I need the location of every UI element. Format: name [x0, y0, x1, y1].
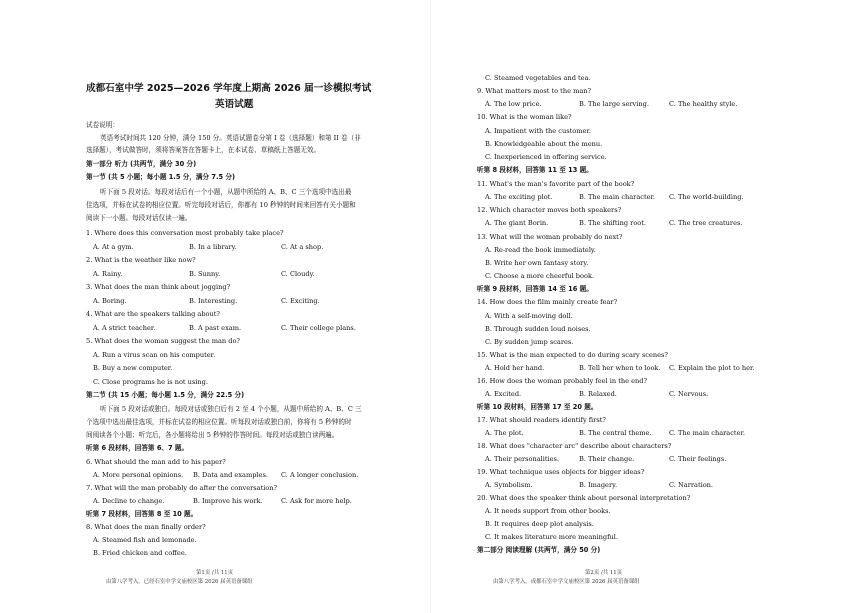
question-15: 15. What is the man expected to do during scary scenes? [477, 351, 668, 359]
question-7: 7. What will the man probably do after the conversation? [86, 484, 278, 492]
left-footer-note: 由第八学考入。已经石室中学文庙校区第 2026 届英语备课组 [106, 579, 253, 585]
q1-option-b: B. In a library. [189, 243, 237, 251]
q3-option-b: B. Interesting. [189, 297, 238, 305]
q18-option-a: A. Their personalities. [485, 455, 560, 463]
question-10: 10. What is the woman like? [477, 113, 572, 121]
right-footer-note: 由第八学考入。成都石室中学文庙校区第 2026 届英语备课组 [493, 579, 640, 585]
q19-option-a: A. Symbolism. [485, 481, 533, 489]
q11-option-b: B. The main character. [579, 193, 656, 201]
section2-intro-3: 间阅读各个小题；听完后，各小题将给出 5 秒钟的作答时间。每段对话或独白读两遍。 [86, 431, 339, 439]
page-fold [430, 0, 431, 613]
q13-option-a: A. Re-read the book immediately. [485, 246, 596, 254]
section2-intro-2: 个选项中选出最佳选项，并标在试卷的相应位置。听每段对话或独白前，你将有 5 秒钟的时 [86, 418, 352, 426]
q7-option-c: C. Ask for more help. [281, 497, 352, 505]
q2-option-a: A. Rainy. [93, 270, 123, 278]
section1-intro-1: 听下面 5 段对话。每段对话后有一个小题，从题中所给的 A、B、C 三个选项中选出最 [100, 188, 352, 196]
q15-option-b: B. Tell her when to look. [579, 364, 661, 372]
exam-title: 成都石室中学 2025—2026 学年度上期高 2026 届一诊模拟考试 [86, 83, 372, 94]
section1-intro-3: 阅读下一小题。每段对话仅读一遍。 [86, 214, 192, 222]
q3-option-a: A. Boring. [93, 297, 127, 305]
q14-option-b: B. Through sudden loud noises. [485, 325, 591, 333]
q11-option-c: C. The world-building. [669, 193, 744, 201]
instructions-line-1: 英语考试时间共 120 分钟，满分 150 分。英语试题卷分第 I 卷（选择题）和第 II 卷（非 [100, 134, 361, 142]
question-6: 6. What should the man add to his paper? [86, 458, 226, 466]
q17-option-c: C. The main character. [669, 429, 746, 437]
question-1: 1. Where does this conversation most probably take place? [86, 229, 284, 237]
q8-option-c: C. Steamed vegetables and tea. [485, 74, 591, 82]
q1-option-a: A. At a gym. [93, 243, 134, 251]
section2-heading: 第二节 (共 15 小题；每小题 1.5 分，满分 22.5 分) [86, 391, 245, 399]
q9-option-c: C. The healthy style. [669, 100, 738, 108]
question-20: 20. What does the speaker think about personal interpretation? [477, 494, 691, 502]
q20-option-c: C. It makes literature more meaningful. [485, 533, 618, 541]
q8-option-b: B. Fried chicken and coffee. [93, 549, 187, 557]
q18-option-b: B. Their change. [579, 455, 635, 463]
left-page-number: 第1页 /共 11页 [196, 570, 234, 576]
q13-option-b: B. Write her own fantasy story. [485, 259, 589, 267]
question-17: 17. What should readers identify first? [477, 416, 606, 424]
q2-option-b: B. Sunny. [189, 270, 221, 278]
question-5: 5. What does the woman suggest the man do? [86, 337, 240, 345]
q15-option-c: C. Explain the plot to her. [669, 364, 755, 372]
q13-option-c: C. Choose a more cheerful book. [485, 272, 595, 280]
q11-option-a: A. The exciting plot. [485, 193, 553, 201]
section1-intro-2: 佳选项，并标在试卷的相应位置。听完每段对话后，你都有 10 秒钟的时间来回答有关小题和 [86, 201, 356, 209]
q6-option-c: C. A longer conclusion. [281, 471, 359, 479]
q12-option-b: B. The shifting root. [579, 219, 647, 227]
q1-option-c: C. At a shop. [281, 243, 324, 251]
q9-option-b: B. The large serving. [579, 100, 649, 108]
instructions-line-2: 选择题），考试做答时，须将答案答在答题卡上，在本试卷、草稿纸上答题无效。 [86, 146, 321, 154]
q18-option-c: C. Their feelings. [669, 455, 727, 463]
q10-option-b: B. Knowledgeable about the menu. [485, 140, 603, 148]
q4-option-b: B. A past exam. [189, 324, 242, 332]
q6-option-b: B. Data and examples. [193, 471, 268, 479]
question-13: 13. What will the woman probably do next? [477, 233, 623, 241]
q19-option-b: B. Imagery. [579, 481, 618, 489]
question-9: 9. What matters most to the man? [477, 87, 592, 95]
q8-option-a: A. Steamed fish and lemonade. [93, 536, 197, 544]
question-3: 3. What does the man think about jogging? [86, 283, 231, 291]
q16-option-a: A. Excited. [485, 390, 522, 398]
material-8-heading: 听第 8 段材料，回答第 11 至 13 题。 [477, 166, 593, 174]
q17-option-b: B. The central theme. [579, 429, 652, 437]
q10-option-a: A. Impatient with the customer. [485, 127, 591, 135]
question-4: 4. What are the speakers talking about? [86, 310, 220, 318]
q16-option-c: C. Nervous. [669, 390, 709, 398]
question-14: 14. How does the film mainly create fear? [477, 298, 618, 306]
question-11: 11. What's the man's favorite part of the book? [477, 180, 635, 188]
q5-option-b: B. Buy a new computer. [93, 364, 173, 372]
exam-subtitle: 英语试题 [215, 99, 254, 110]
q14-option-a: A. With a self-moving doll. [485, 312, 573, 320]
q5-option-a: A. Run a virus scan on his computer. [93, 351, 216, 359]
q20-option-a: A. It needs support from other books. [485, 507, 611, 515]
right-page-number: 第2页 /共 11页 [585, 570, 623, 576]
material-10-heading: 听第 10 段材料，回答第 17 至 20 题。 [477, 403, 598, 411]
material-6-heading: 听第 6 段材料，回答第 6、7 题。 [86, 444, 189, 452]
question-16: 16. How does the woman probably feel in the end? [477, 377, 647, 385]
q12-option-c: C. The tree creatures. [669, 219, 743, 227]
q5-option-c: C. Close programs he is not using. [93, 378, 208, 386]
q15-option-a: A. Hold her hand. [485, 364, 545, 372]
instructions-label: 试卷说明： [86, 121, 119, 129]
material-7-heading: 听第 7 段材料，回答第 8 至 10 题。 [86, 510, 198, 518]
section1-heading: 第一节 (共 5 小题；每小题 1.5 分，满分 7.5 分) [86, 173, 235, 181]
question-2: 2. What is the weather like now? [86, 256, 196, 264]
q10-option-c: C. Inexperienced in offering service. [485, 153, 607, 161]
q4-option-a: A. A strict teacher. [93, 324, 156, 332]
q14-option-c: C. By sudden jump scares. [485, 338, 574, 346]
question-19: 19. What technique uses objects for bigger ideas? [477, 468, 645, 476]
q4-option-c: C. Their college plans. [281, 324, 356, 332]
section2-intro-1: 听下面 5 段对话或独白。每段对话或独白后有 2 至 4 个小题，从题中所给的 A、B、C 三 [100, 405, 362, 413]
question-18: 18. What does "character arc" describe about characters? [477, 442, 672, 450]
q19-option-c: C. Narration. [669, 481, 714, 489]
q7-option-b: B. Improve his work. [193, 497, 263, 505]
question-12: 12. Which character moves both speakers? [477, 206, 622, 214]
part2-heading: 第二部分 阅读理解 (共两节，满分 50 分) [477, 546, 601, 554]
question-8: 8. What does the man finally order? [86, 523, 206, 531]
q7-option-a: A. Decline to change. [93, 497, 165, 505]
q9-option-a: A. The low price. [485, 100, 542, 108]
q16-option-b: B. Relaxed. [579, 390, 617, 398]
q17-option-a: A. The plot. [485, 429, 524, 437]
q3-option-c: C. Exciting. [281, 297, 320, 305]
material-9-heading: 听第 9 段材料，回答第 14 至 16 题。 [477, 285, 593, 293]
q20-option-b: B. It requires deep plot analysis. [485, 520, 594, 528]
q6-option-a: A. More personal opinions. [93, 471, 184, 479]
q2-option-c: C. Cloudy. [281, 270, 315, 278]
part1-heading: 第一部分 听力 (共两节，满分 30 分) [86, 160, 197, 168]
q12-option-a: A. The giant Borin. [485, 219, 549, 227]
